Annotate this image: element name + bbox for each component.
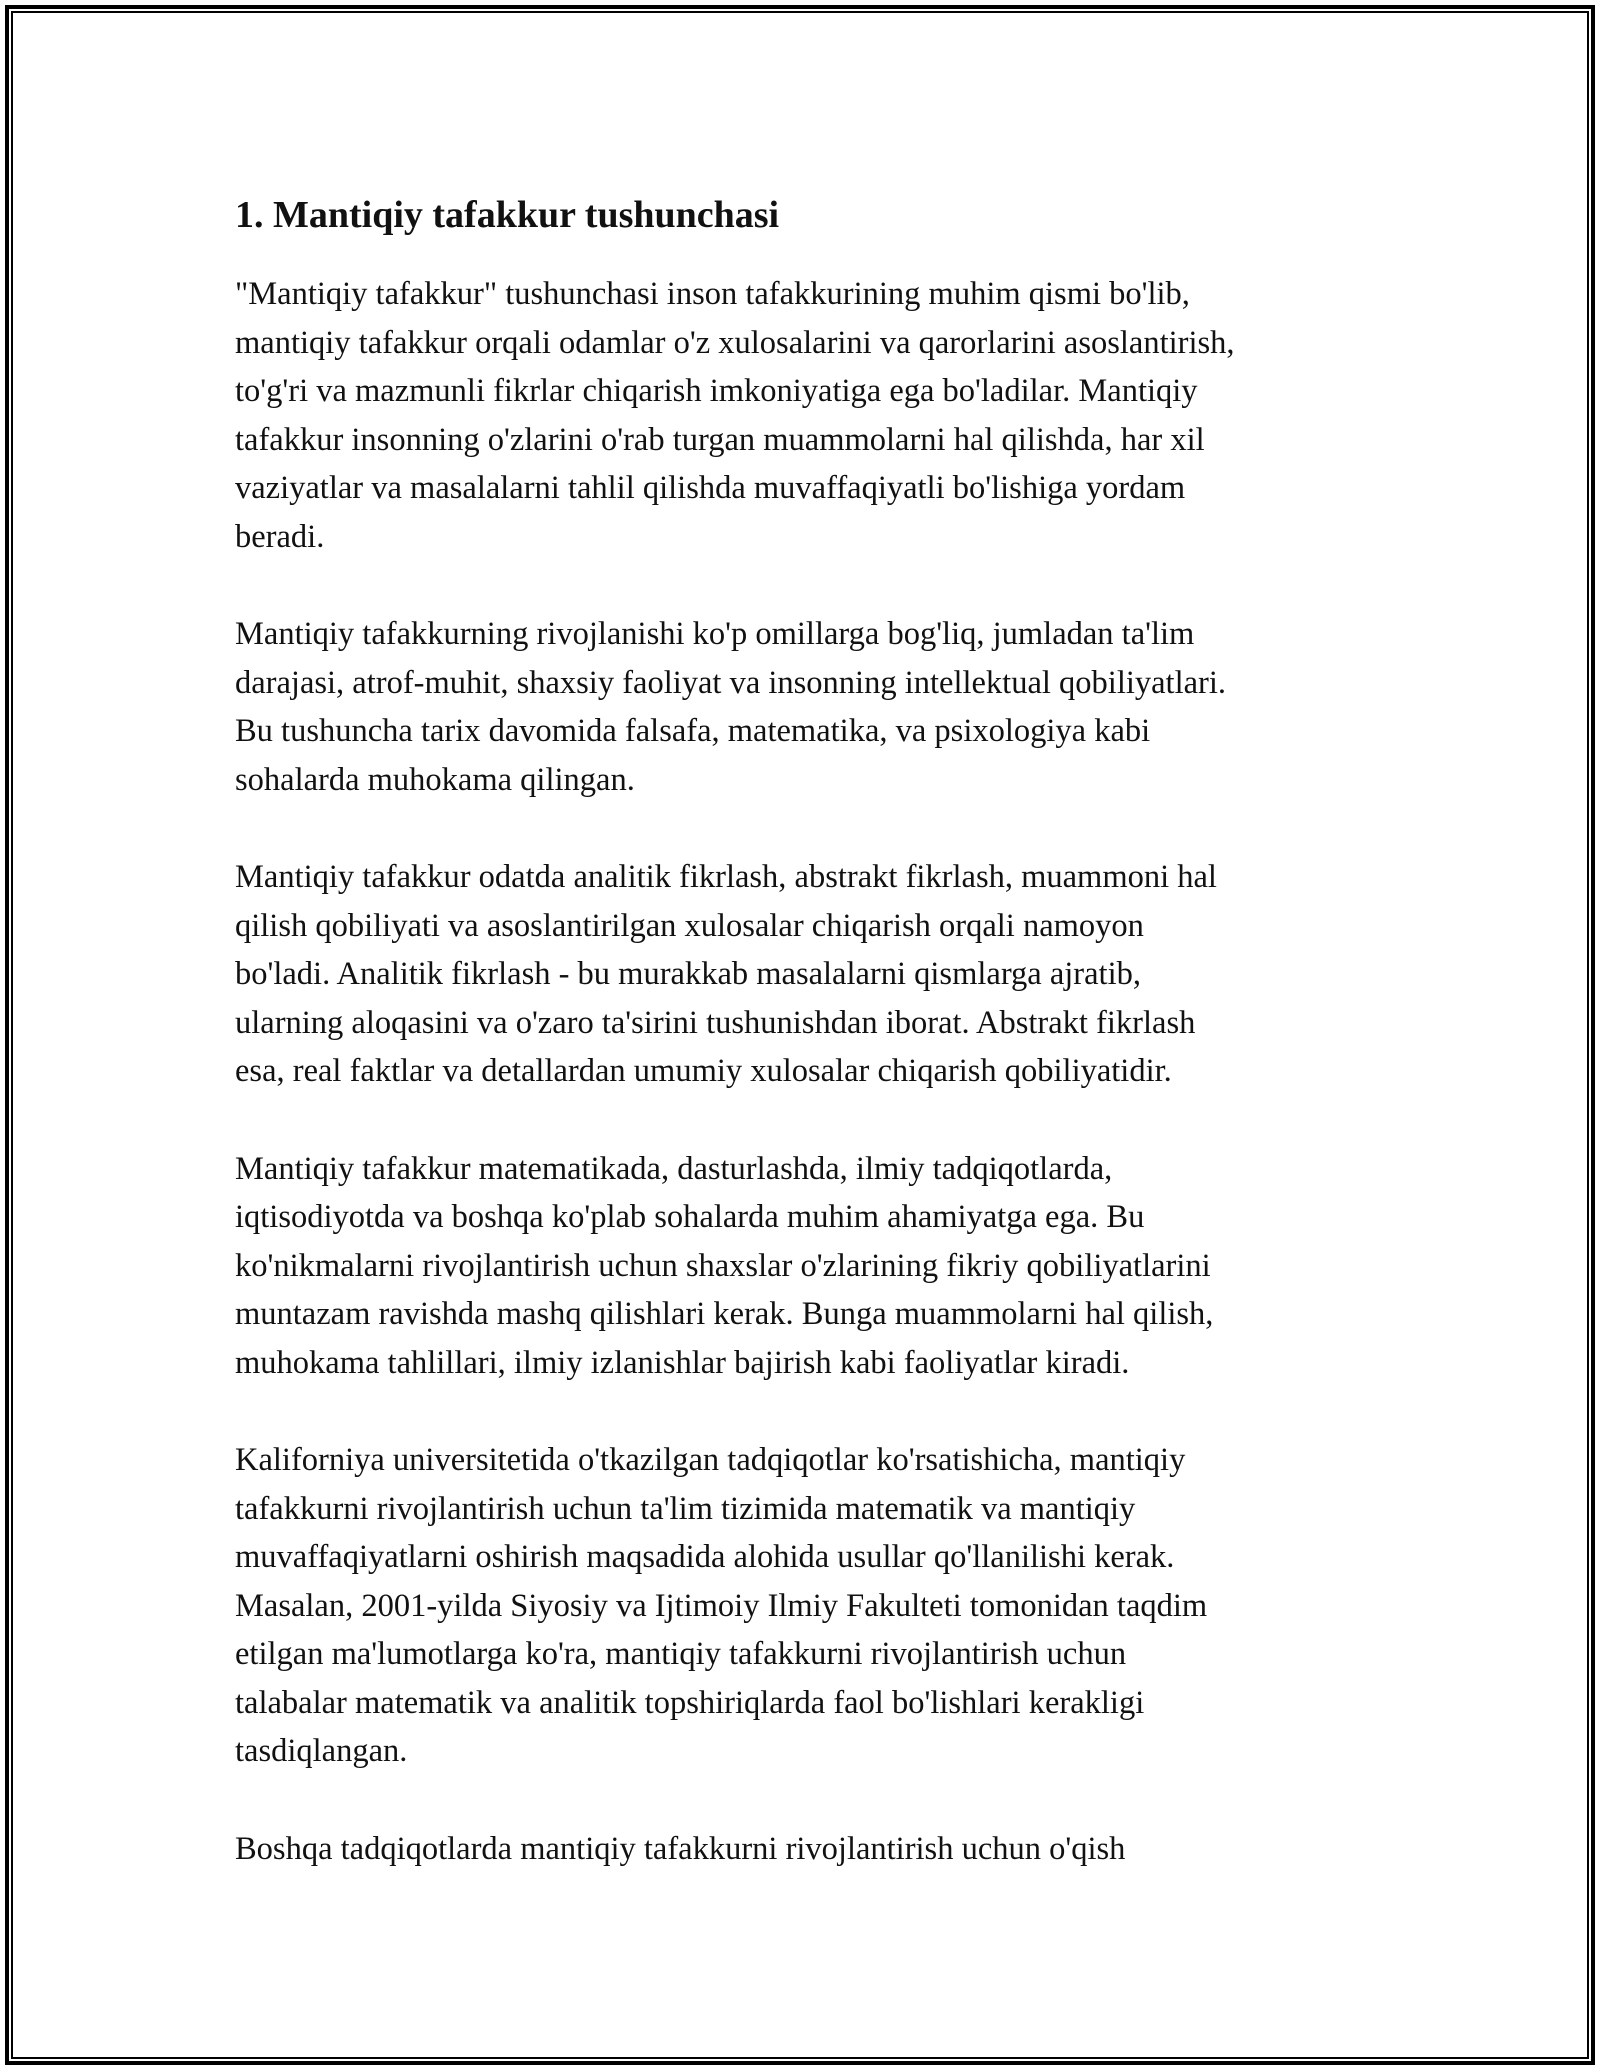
text-line: Masalan, 2001-yilda Siyosiy va Ijtimoiy Ilmiy Fakulteti tomonidan taqdim <box>235 1587 1208 1624</box>
text-line: mantiqiy tafakkur orqali odamlar o'z xulosalarini va qarorlarini asoslantirish, <box>235 324 1235 361</box>
paragraph-5 <box>235 1436 1375 1776</box>
text-line: esa, real faktlar va detallardan umumiy xulosalar chiqarish qobiliyatidir. <box>235 1053 1172 1089</box>
text-line: "Mantiqiy tafakkur" tushunchasi inson tafakkurining muhim qismi bo'lib, <box>235 276 1190 312</box>
text-line: talabalar matematik va analitik topshiriqlarda faol bo'lishlari kerakligi <box>235 1684 1145 1721</box>
text-line: muntazam ravishda mashq qilishlari kerak. Bunga muammolarni hal qilish, <box>235 1296 1214 1332</box>
text-line: beradi. <box>235 518 325 555</box>
text-line: muhokama tahlillari, ilmiy izlanishlar bajirish kabi faoliyatlar kiradi. <box>235 1344 1130 1381</box>
paragraph-3 <box>235 853 1375 1096</box>
text-line: etilgan ma'lumotlarga ko'ra, mantiqiy tafakkurni rivojlantirish uchun <box>235 1636 1127 1672</box>
text-line: sohalarda muhokama qilingan. <box>235 761 635 798</box>
text-line: vaziyatlar va masalalarni tahlil qilishda muvaffaqiyatli bo'lishiga yordam <box>235 470 1186 506</box>
text-line: darajasi, atrof-muhit, shaxsiy faoliyat va insonning intellektual qobiliyatlari. <box>235 664 1227 701</box>
paragraph-1 <box>235 270 1375 561</box>
paragraph-2 <box>235 610 1375 804</box>
text-line: bo'ladi. Analitik fikrlash - bu murakkab masalalarni qismlarga ajratib, <box>235 956 1141 992</box>
text-line: qilish qobiliyati va asoslantirilgan xulosalar chiqarish orqali namoyon <box>235 907 1144 944</box>
text-line: Boshqa tadqiqotlarda mantiqiy tafakkurni rivojlantirish uchun o'qish <box>235 1830 1126 1867</box>
document-body <box>235 186 1375 1922</box>
text-line: tafakkurni rivojlantirish uchun ta'lim tizimida matematik va mantiqiy <box>235 1490 1136 1527</box>
text-line: muvaffaqiyatlarni oshirish maqsadida alohida usullar qo'llanilishi kerak. <box>235 1539 1175 1575</box>
text-line: tafakkur insonning o'zlarini o'rab turgan muammolarni hal qilishda, har xil <box>235 421 1205 458</box>
text-line: ularning aloqasini va o'zaro ta'sirini tushunishdan iborat. Abstrakt fikrlash <box>235 1004 1196 1041</box>
text-line: Kaliforniya universitetida o'tkazilgan tadqiqotlar ko'rsatishicha, mantiqiy <box>235 1442 1186 1478</box>
text-line: Mantiqiy tafakkur matematikada, dasturlashda, ilmiy tadqiqotlarda, <box>235 1150 1113 1187</box>
text-line: Mantiqiy tafakkurning rivojlanishi ko'p omillarga bog'liq, jumladan ta'lim <box>235 616 1195 652</box>
section-heading: 1. Mantiqiy tafakkur tushunchasi <box>235 194 780 236</box>
text-line: to'g'ri va mazmunli fikrlar chiqarish imkoniyatiga ega bo'ladilar. Mantiqiy <box>235 373 1198 409</box>
text-line: Bu tushuncha tarix davomida falsafa, matematika, va psixologiya kabi <box>235 713 1151 749</box>
paragraph-4 <box>235 1145 1375 1388</box>
text-line: iqtisodiyotda va boshqa ko'plab sohalarda muhim ahamiyatga ega. Bu <box>235 1199 1145 1235</box>
text-line: tasdiqlangan. <box>235 1733 408 1769</box>
paragraph-6 <box>235 1825 1375 1874</box>
text-line: Mantiqiy tafakkur odatda analitik fikrlash, abstrakt fikrlash, muammoni hal <box>235 859 1217 895</box>
text-line: ko'nikmalarni rivojlantirish uchun shaxslar o'zlarining fikriy qobiliyatlarini <box>235 1247 1211 1284</box>
